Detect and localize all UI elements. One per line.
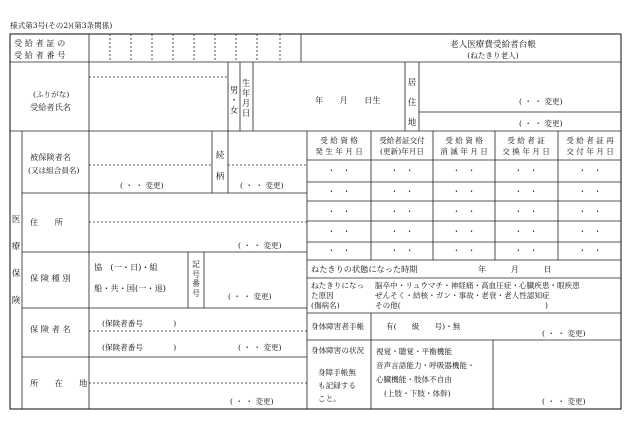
history-date-cell[interactable]: ・ ・ (514, 166, 538, 175)
insurer-location-change: ( ・ ・ 変更) (230, 397, 274, 406)
history-date-cell[interactable]: ・ ・ (452, 187, 476, 196)
handbook-label: 身体障害者手帳 (311, 322, 365, 331)
history-date-cell[interactable]: ・ ・ (452, 246, 476, 255)
birth-label: 生 年 月 日 (241, 78, 251, 118)
history-date-cell[interactable]: ・ ・ (390, 246, 414, 255)
form-number: 様式第3号(その2)(第3条関係) (10, 21, 113, 30)
history-date-cell[interactable]: ・ ・ (327, 187, 351, 196)
disability-item-4[interactable]: (上肢・下肢・体幹) (384, 389, 451, 398)
handbook-change: ( ・ ・ 変更) (542, 329, 586, 338)
history-col-2-line1: 受給者証交付 (379, 136, 425, 145)
insurer-location-label: 所 在 地 (30, 378, 88, 388)
history-date-cell[interactable]: ・ ・ (578, 207, 602, 216)
insurance-type-options-2[interactable]: 船・共・国(一・退) (94, 283, 166, 293)
insurer-name-change: ( ・ ・ 変更) (238, 343, 282, 352)
insured-name-label: 被保険者名 (30, 152, 71, 162)
sex-label[interactable]: 男 ・ 女 (229, 85, 239, 115)
history-date-cell[interactable]: ・ ・ (514, 187, 538, 196)
history-col-2-line2: (更新)年月日 (380, 147, 424, 156)
residence-change-1: ( ・ ・ 変更) (519, 97, 563, 106)
relation-change: ( ・ ・ 変更) (240, 181, 284, 190)
disability-note-3: こと。 (318, 394, 341, 403)
insured-address-label: 住 所 (30, 217, 63, 227)
insurer-number-1: (保険者番号 ) (102, 319, 177, 328)
history-date-cell[interactable]: ・ ・ (514, 207, 538, 216)
history-date-cell[interactable]: ・ ・ (327, 207, 351, 216)
cert-label-1: 受 給 者 証 の (14, 38, 66, 48)
furigana-field[interactable] (90, 63, 227, 76)
page-title: 老人医療費受給者台帳 (450, 40, 536, 50)
symbol-number-change: ( ・ ・ 変更) (228, 292, 272, 301)
history-date-cell[interactable]: ・ ・ (390, 227, 414, 236)
birth-date-field[interactable]: 年 月 日生 (315, 95, 381, 105)
disability-item-3[interactable]: 心臓機能・肢体不自由 (376, 375, 452, 384)
history-date-cell[interactable]: ・ ・ (390, 187, 414, 196)
history-date-cell[interactable]: ・ ・ (514, 246, 538, 255)
history-date-cell[interactable]: ・ ・ (390, 207, 414, 216)
furigana-label: (ふりがな) (33, 90, 70, 99)
disability-note-1: 身障手帳無 (318, 368, 356, 377)
cause-label-1: ねたきりになっ (311, 281, 365, 290)
insurer-name-label: 保 険 者 名 (30, 324, 71, 334)
bedridden-onset-label: ねたきりの状態になった時期 (311, 264, 418, 274)
history-col-5-line1: 受 給 者 証 再 (566, 136, 614, 145)
history-date-cell[interactable]: ・ ・ (327, 246, 351, 255)
cause-label-3: (傷病名) (311, 301, 340, 310)
history-col-4-line1: 受 給 者 証 (507, 136, 545, 145)
disability-change: ( ・ ・ 変更) (542, 397, 586, 406)
insurance-type-options-1[interactable]: 協 (一・日)・組 (94, 262, 158, 272)
history-col-3-line2: 消 滅 年 月 日 (440, 147, 488, 156)
insured-address-change: ( ・ ・ 変更) (238, 241, 282, 250)
history-date-cell[interactable]: ・ ・ (452, 227, 476, 236)
cause-options-1[interactable]: 脳卒中・リュウマチ・神経痛・高血圧症・心臓疾患・眼疾患 (375, 281, 580, 290)
symbol-number-label: 記 号 番 号 (192, 260, 200, 298)
medical-insurance-section-label: 医 療 保 険 (11, 214, 21, 305)
history-date-cell[interactable]: ・ ・ (514, 227, 538, 236)
disability-label: 身体障害の状況 (311, 346, 365, 355)
history-date-cell[interactable]: ・ ・ (390, 166, 414, 175)
history-date-cell[interactable]: ・ ・ (452, 166, 476, 175)
cause-options-3[interactable]: その他( ) (375, 301, 548, 310)
cert-number-field[interactable] (90, 35, 300, 61)
insurer-number-2: (保険者番号 ) (102, 343, 177, 352)
history-date-cell[interactable]: ・ ・ (327, 166, 351, 175)
history-col-5-line2: 交 付 年 月 日 (566, 147, 614, 156)
history-date-cell[interactable]: ・ ・ (578, 187, 602, 196)
cause-options-2[interactable]: ぜんそく・結核・ガン・事故・老衰・老人性認知症 (375, 291, 550, 300)
history-col-3-line1: 受 給 資 格 (445, 136, 483, 145)
relation-label: 続 柄 (215, 150, 225, 181)
history-col-1-line1: 受 給 資 格 (320, 136, 358, 145)
history-date-cell[interactable]: ・ ・ (578, 227, 602, 236)
insured-name-change: ( ・ ・ 変更) (120, 181, 164, 190)
recipient-name-label: 受給者氏名 (30, 102, 71, 112)
disability-item-1[interactable]: 視覚・聴覚・平衡機能 (376, 347, 452, 356)
disability-note-2: も記録する (318, 381, 356, 390)
insured-name-sub-label: (又は組合員名) (28, 166, 80, 175)
history-date-cell[interactable]: ・ ・ (452, 207, 476, 216)
disability-item-2[interactable]: 音声言語能力・呼吸器機能・ (376, 361, 475, 370)
cert-label-2: 受 給 者 番 号 (14, 50, 66, 60)
history-date-cell[interactable]: ・ ・ (578, 166, 602, 175)
recipient-name-field[interactable] (90, 78, 227, 130)
cause-label-2: た原因 (311, 291, 334, 300)
page-subtitle: (ねたきり老人) (467, 51, 519, 60)
history-col-4-line2: 交 換 年 月 日 (502, 147, 550, 156)
history-date-cell[interactable]: ・ ・ (578, 246, 602, 255)
residence-change-2: ( ・ ・ 変更) (519, 119, 563, 128)
insurance-type-label: 保 険 種 別 (30, 273, 71, 283)
history-col-1-line2: 発 生 年 月 日 (315, 147, 363, 156)
bedridden-onset-value[interactable]: 年 月 日 (478, 264, 552, 274)
history-date-cell[interactable]: ・ ・ (327, 227, 351, 236)
residence-label: 居 住 地 (407, 77, 417, 127)
handbook-value[interactable]: 有( 級 号)・無 (386, 322, 461, 331)
